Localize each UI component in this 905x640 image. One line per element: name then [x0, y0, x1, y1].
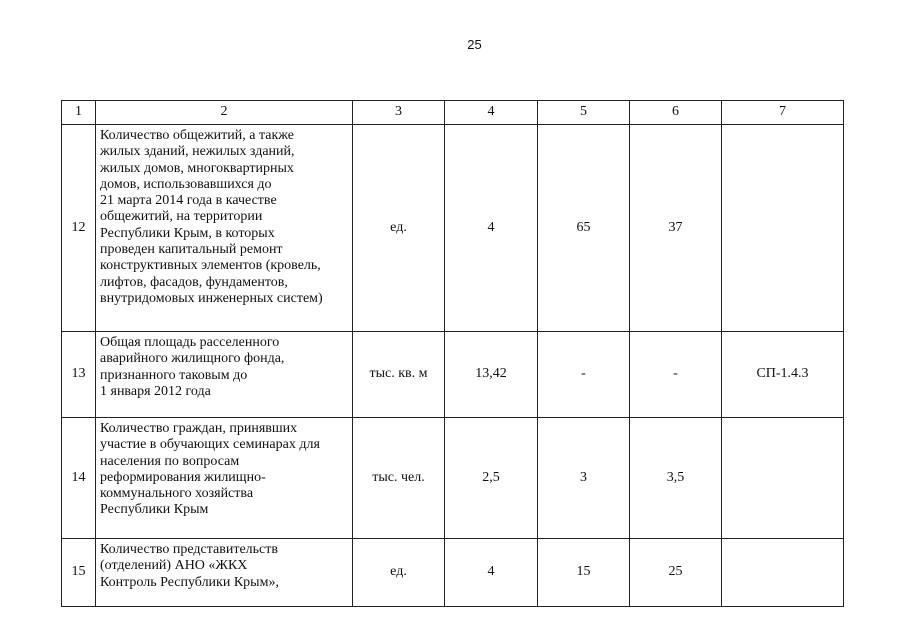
row-number: 12 [62, 125, 96, 332]
description-line: жилых зданий, нежилых зданий, [100, 144, 295, 160]
table-row [62, 418, 844, 539]
reference-cell: СП-1.4.3 [722, 332, 844, 418]
header-cell: 7 [722, 101, 844, 125]
header-cell: 4 [445, 101, 538, 125]
value-cell: 2,5 [445, 418, 538, 539]
row-number: 13 [62, 332, 96, 418]
header-cell: 1 [62, 101, 96, 125]
reference-cell [722, 125, 844, 332]
value-cell: 15 [538, 539, 630, 607]
header-cell: 3 [353, 101, 445, 125]
description-line: общежитий, на территории [100, 209, 263, 225]
value-cell: 3 [538, 418, 630, 539]
row-number: 14 [62, 418, 96, 539]
value-cell: 37 [630, 125, 722, 332]
value-cell: 4 [445, 125, 538, 332]
description-line: 21 марта 2014 года в качестве [100, 193, 277, 209]
header-cell: 6 [630, 101, 722, 125]
description-line: жилых домов, многоквартирных [100, 160, 294, 176]
reference-cell [722, 418, 844, 539]
description-line: Республики Крым, в которых [100, 225, 275, 241]
description-line: населения по вопросам [100, 453, 240, 469]
indicator-description [96, 125, 353, 332]
description-line: Количество граждан, принявших [100, 421, 298, 436]
value-cell: 65 [538, 125, 630, 332]
description-line: участие в обучающих семинарах для [100, 437, 320, 453]
header-cell: 2 [96, 101, 353, 125]
description-line: лифтов, фасадов, фундаментов, [100, 274, 288, 290]
indicator-description [96, 539, 353, 607]
description-line: Республики Крым [100, 502, 209, 518]
value-cell: - [538, 332, 630, 418]
header-row [62, 101, 844, 125]
indicators-table [61, 100, 844, 607]
description-line: Контроль Республики Крым», [100, 574, 279, 590]
description-line: проведен капитальный ремонт [100, 242, 283, 258]
page-number: 25 [467, 37, 482, 52]
value-cell: - [630, 332, 722, 418]
description-line: коммунального хозяйства [100, 486, 254, 502]
description-line: внутридомовых инженерных систем) [100, 290, 323, 306]
unit-cell: тыс. кв. м [353, 332, 445, 418]
indicator-description [96, 332, 353, 418]
indicator-description [96, 418, 353, 539]
description-line: аварийного жилищного фонда, [100, 351, 285, 367]
reference-cell [722, 539, 844, 607]
description-line: Количество представительств [100, 542, 278, 557]
value-cell: 4 [445, 539, 538, 607]
unit-cell: ед. [353, 125, 445, 332]
table-row [62, 539, 844, 607]
header-cell: 5 [538, 101, 630, 125]
unit-cell: тыс. чел. [353, 418, 445, 539]
description-line: 1 января 2012 года [100, 383, 211, 399]
value-cell: 3,5 [630, 418, 722, 539]
description-line: Общая площадь расселенного [100, 335, 280, 350]
description-line: домов, использовавшихся до [100, 176, 272, 192]
description-line: конструктивных элементов (кровель, [100, 258, 321, 274]
value-cell: 13,42 [445, 332, 538, 418]
value-cell: 25 [630, 539, 722, 607]
description-line: (отделений) АНО «ЖКХ [100, 558, 248, 574]
description-line: реформирования жилищно- [100, 469, 266, 485]
description-line: признанного таковым до [100, 367, 248, 383]
table-row [62, 125, 844, 332]
table-row [62, 332, 844, 418]
row-number: 15 [62, 539, 96, 607]
description-line: Количество общежитий, а также [100, 128, 294, 143]
unit-cell: ед. [353, 539, 445, 607]
